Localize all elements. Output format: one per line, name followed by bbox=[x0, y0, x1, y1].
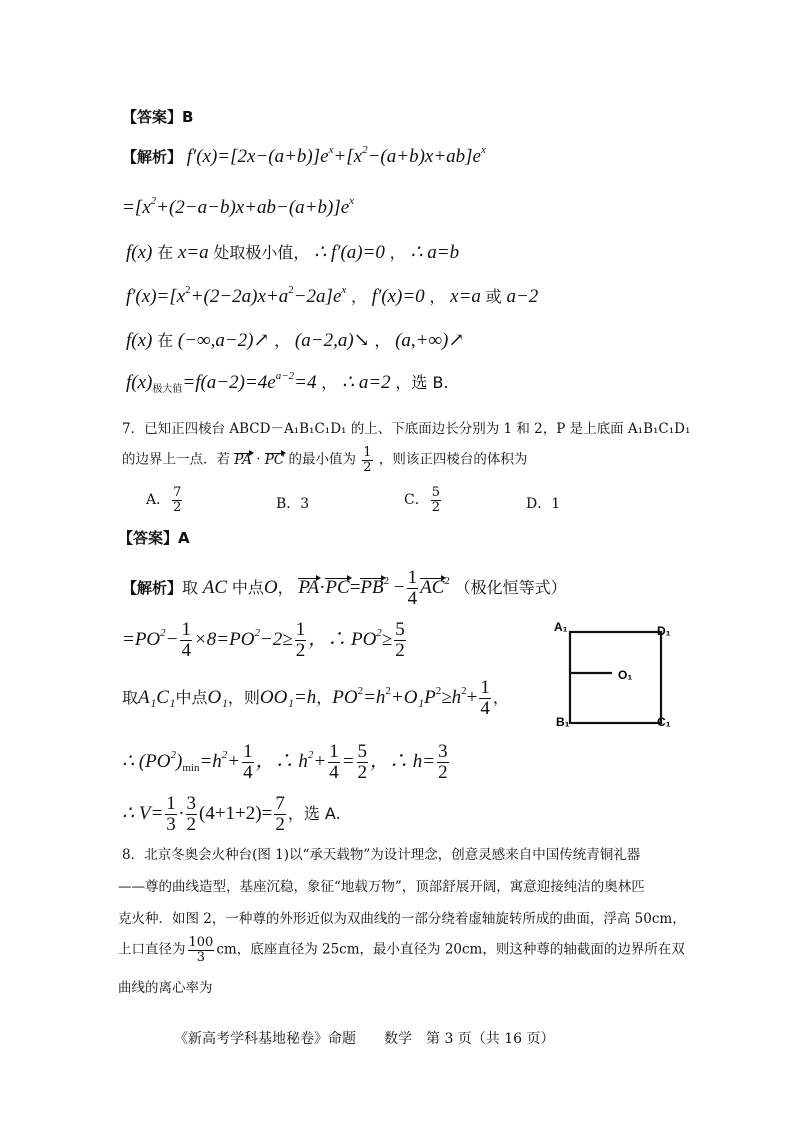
expr: =f(a−2)=4e bbox=[182, 372, 276, 393]
expr: +[x bbox=[333, 146, 363, 167]
numerator: 1 bbox=[329, 741, 339, 762]
option-c[interactable] bbox=[404, 486, 443, 514]
denominator: 4 bbox=[407, 587, 418, 609]
denominator: 2 bbox=[173, 499, 182, 515]
expr: ∴ V= bbox=[122, 802, 164, 824]
fraction bbox=[172, 486, 182, 514]
text: 取 bbox=[182, 577, 199, 597]
text: ， bbox=[492, 687, 509, 707]
text: ，选 B. bbox=[395, 373, 449, 392]
label-c1: C₁ bbox=[657, 715, 671, 729]
denominator: 2 bbox=[295, 639, 306, 661]
denominator: 2 bbox=[395, 639, 405, 661]
exp: x bbox=[349, 195, 355, 207]
numerator: 3 bbox=[438, 741, 448, 762]
numerator: 5 bbox=[357, 741, 368, 762]
op: + bbox=[313, 750, 327, 772]
text: 中点 bbox=[175, 687, 208, 707]
square-outline bbox=[570, 632, 661, 723]
fraction bbox=[407, 568, 419, 609]
op: + bbox=[227, 750, 241, 772]
text: ， bbox=[321, 373, 338, 392]
expr: −2≥ bbox=[259, 628, 293, 650]
expr: A₁C₁ bbox=[138, 686, 176, 708]
exp: x bbox=[328, 144, 334, 156]
vector-pb: PB bbox=[360, 576, 384, 598]
exp: 2 bbox=[376, 626, 382, 639]
text: 在 bbox=[157, 331, 174, 350]
text: 中点 bbox=[231, 577, 264, 597]
expr: PO bbox=[332, 686, 358, 708]
text: ， bbox=[316, 687, 333, 707]
fraction bbox=[328, 742, 340, 783]
text: 取 bbox=[122, 687, 139, 707]
exp: 2 bbox=[444, 574, 450, 587]
denominator: 3 bbox=[166, 813, 176, 835]
subscript: min bbox=[182, 761, 200, 774]
label-o1: O₁ bbox=[618, 668, 633, 682]
text: 的边界上一点．若 bbox=[122, 451, 230, 468]
numerator: 1 bbox=[243, 741, 253, 762]
numerator: 3 bbox=[186, 793, 197, 814]
denominator: 4 bbox=[181, 639, 191, 661]
answer-letter: B bbox=[182, 108, 194, 126]
analysis-line-3 bbox=[126, 240, 459, 264]
numerator: 1 bbox=[295, 619, 306, 640]
fraction bbox=[274, 794, 286, 835]
answer-line bbox=[122, 106, 193, 127]
op: = bbox=[341, 750, 355, 772]
analysis-line-5 bbox=[126, 328, 464, 352]
exp: 2 bbox=[357, 684, 364, 697]
text: ， bbox=[277, 577, 294, 597]
text: cm，底座直径为 25cm，最小直径为 20cm，则这种尊的轴截面的边界所在双 bbox=[216, 941, 685, 958]
note: （极化恒等式） bbox=[454, 577, 567, 597]
option-b[interactable]: B．3 bbox=[276, 496, 310, 512]
numerator: 1 bbox=[166, 793, 176, 814]
subscript: 极大值 bbox=[152, 384, 183, 395]
exp: 2 bbox=[383, 574, 390, 587]
op: = bbox=[349, 576, 361, 598]
denominator: 2 bbox=[186, 813, 197, 835]
numerator: 100 bbox=[188, 935, 214, 950]
denominator: 3 bbox=[196, 949, 206, 965]
numerator: 1 bbox=[181, 619, 191, 640]
vector-pa: PA bbox=[298, 576, 320, 598]
expr: f(x) bbox=[126, 242, 153, 263]
expr: ×8=PO bbox=[193, 628, 255, 650]
label-d1: D₁ bbox=[657, 624, 671, 638]
answer-line-q7 bbox=[118, 527, 190, 548]
q7-analysis-line-2 bbox=[122, 620, 408, 661]
fraction bbox=[431, 486, 441, 514]
fraction bbox=[186, 794, 198, 835]
page-footer: 《新高考学科基地秘卷》命题 数学 第 3 页（共 16 页） bbox=[174, 1031, 555, 1047]
fraction bbox=[165, 794, 177, 835]
expr: f′(x)=[2x−(a+b)]e bbox=[186, 146, 329, 167]
numerator: 1 bbox=[363, 445, 372, 460]
numerator: 7 bbox=[173, 485, 182, 500]
denominator: 2 bbox=[363, 459, 372, 475]
op: − bbox=[393, 576, 405, 598]
q7-stem-line-2 bbox=[122, 446, 527, 474]
exp: 2 bbox=[461, 684, 467, 697]
expr: ，∴ h= bbox=[370, 750, 436, 772]
text: ， bbox=[274, 331, 291, 350]
dot: · bbox=[319, 576, 326, 598]
answer-letter: A bbox=[178, 529, 190, 547]
expr: a−2 bbox=[506, 286, 539, 307]
numerator: 5 bbox=[395, 619, 405, 640]
numerator: 1 bbox=[480, 677, 490, 698]
expr: f(x) bbox=[126, 372, 153, 393]
expr: +O₁P bbox=[390, 686, 436, 708]
option-label: A． bbox=[146, 492, 171, 509]
denominator: 2 bbox=[275, 813, 285, 835]
fraction bbox=[188, 936, 215, 964]
expr: =PO bbox=[122, 628, 161, 650]
analysis-label: 【解析】 bbox=[122, 148, 183, 166]
expr: −2a]e bbox=[293, 286, 342, 307]
analysis-line-6 bbox=[126, 370, 449, 395]
vector-pc: PC bbox=[264, 451, 285, 468]
denominator: 2 bbox=[438, 761, 448, 783]
exp: x bbox=[481, 144, 486, 156]
expr: +(2−2a)x+a bbox=[190, 286, 289, 307]
text: ， bbox=[351, 287, 368, 306]
analysis-label: 【解析】 bbox=[122, 578, 183, 597]
numerator: 5 bbox=[431, 485, 440, 500]
q8-line-5: 曲线的离心率为 bbox=[118, 980, 213, 996]
fraction bbox=[357, 742, 369, 783]
fraction bbox=[479, 678, 491, 719]
denominator: 4 bbox=[329, 761, 339, 783]
expr: ) bbox=[176, 750, 183, 772]
text: 在 bbox=[157, 243, 174, 262]
op: − bbox=[165, 628, 179, 650]
q8-line-4 bbox=[118, 936, 685, 964]
expr: (4+1+2)= bbox=[199, 802, 273, 824]
expr: (−∞,a−2)↗ bbox=[177, 330, 270, 351]
analysis-line-4 bbox=[126, 284, 538, 308]
q7-stem-line-1: 7．已知正四棱台 ABCD－A₁B₁C₁D₁ 的上、下底面边长分别为 1 和 2，P 是上底面 A₁B₁C₁D₁ bbox=[122, 421, 691, 437]
expr: AC bbox=[202, 576, 228, 598]
expr: +(2−a−b)x+ab−(a+b)]e bbox=[156, 197, 350, 218]
fraction bbox=[437, 742, 449, 783]
text: 处取极小值， bbox=[213, 243, 310, 262]
text: ，则 bbox=[227, 687, 260, 707]
expr: O bbox=[263, 576, 278, 598]
expr: ≥h bbox=[441, 686, 462, 708]
text: 或 bbox=[485, 287, 502, 306]
exp: x bbox=[341, 284, 347, 296]
expr: −(a+b)x+ab]e bbox=[367, 146, 481, 167]
fraction bbox=[242, 742, 254, 783]
option-d[interactable]: D．1 bbox=[526, 496, 561, 512]
denominator: 2 bbox=[357, 761, 368, 783]
exp: 2 bbox=[150, 195, 157, 207]
exp: 2 bbox=[160, 626, 166, 639]
expr: f′(x)=[x bbox=[126, 286, 186, 307]
analysis-line-2 bbox=[122, 195, 354, 219]
expr: OO₁=h bbox=[259, 686, 317, 708]
text: 上口直径为 bbox=[118, 941, 186, 958]
fraction bbox=[295, 620, 307, 661]
q8-line-3: 克火种．如图 2，一种尊的外形近似为双曲线的一部分绕着虚轴旋转所成的曲面，浮高 50cm， bbox=[118, 911, 686, 927]
expr: (a,+∞)↗ bbox=[395, 330, 465, 351]
fraction bbox=[180, 620, 192, 661]
denominator: 4 bbox=[480, 697, 490, 719]
text: ，选 A. bbox=[287, 803, 341, 823]
expr: ∴ a=b bbox=[410, 242, 460, 263]
vector-ac: AC bbox=[420, 576, 445, 598]
expr: x=a bbox=[450, 286, 481, 307]
text: ，则该正四棱台的体积为 bbox=[378, 451, 528, 468]
numerator: 1 bbox=[407, 567, 418, 588]
expr: f(x) bbox=[126, 330, 153, 351]
expr: =h bbox=[199, 750, 222, 772]
denominator: 4 bbox=[243, 761, 253, 783]
text: ， bbox=[429, 287, 446, 306]
expr: =h bbox=[363, 686, 386, 708]
denominator: 2 bbox=[431, 499, 440, 515]
expr: ∴ a=2 bbox=[342, 372, 391, 393]
exp: 2 bbox=[221, 748, 228, 761]
expr: f′(x)=0 bbox=[371, 286, 425, 307]
expr: =[x bbox=[122, 197, 151, 218]
op: · bbox=[178, 802, 184, 824]
expr: (a−2,a)↘ bbox=[294, 330, 370, 351]
exp: 2 bbox=[307, 748, 314, 761]
numerator: 7 bbox=[275, 793, 285, 814]
expr: ，∴ h bbox=[255, 750, 308, 772]
label-b1: B₁ bbox=[556, 715, 570, 729]
text: ， bbox=[389, 243, 406, 262]
vector-pa: PA bbox=[234, 451, 252, 468]
expr: x=a bbox=[177, 242, 209, 263]
op: + bbox=[466, 686, 478, 708]
fraction bbox=[394, 620, 406, 661]
expr: ，∴ PO bbox=[308, 628, 377, 650]
exp: 2 bbox=[435, 684, 442, 697]
exp: 2 bbox=[362, 144, 368, 156]
expr: ∴ (PO bbox=[122, 750, 171, 772]
q7-analysis-line-5 bbox=[122, 794, 341, 835]
exp: 2 bbox=[288, 284, 294, 296]
op: ≥ bbox=[381, 628, 393, 650]
q8-line-2: ——尊的曲线造型，基座沉稳，象征“地载万物”，顶部舒展开阔，寓意迎接纯洁的奥林匹 bbox=[118, 879, 645, 895]
text: 的最小值为 bbox=[288, 451, 356, 468]
q7-analysis-line-3 bbox=[122, 678, 509, 719]
text: ， bbox=[374, 331, 391, 350]
answer-label: 【答案】 bbox=[122, 108, 183, 126]
exp: 2 bbox=[185, 284, 191, 296]
label-a1: A₁ bbox=[554, 620, 568, 634]
q8-line-1: 8．北京冬奥会火种台(图 1)以“承天载物”为设计理念，创意灵感来自中国传统青铜礼器 bbox=[122, 847, 641, 863]
vector-pc: PC bbox=[325, 576, 350, 598]
exp: 2 bbox=[254, 626, 260, 639]
expr: =4 bbox=[294, 372, 317, 393]
q7-analysis-line-4 bbox=[122, 742, 451, 783]
option-label: C． bbox=[404, 492, 429, 509]
exp: 2 bbox=[385, 684, 391, 697]
answer-label: 【答案】 bbox=[118, 529, 179, 547]
fraction bbox=[362, 446, 372, 474]
analysis-line-1 bbox=[122, 144, 486, 168]
exp: a−2 bbox=[275, 370, 295, 382]
dot: · bbox=[251, 451, 265, 468]
q7-analysis-line-1 bbox=[122, 568, 567, 609]
exp: 2 bbox=[170, 748, 176, 761]
square-figure bbox=[552, 618, 682, 730]
option-a[interactable] bbox=[146, 486, 184, 514]
expr: ∴ f′(a)=0 bbox=[314, 242, 385, 263]
expr: O₁ bbox=[207, 686, 228, 708]
